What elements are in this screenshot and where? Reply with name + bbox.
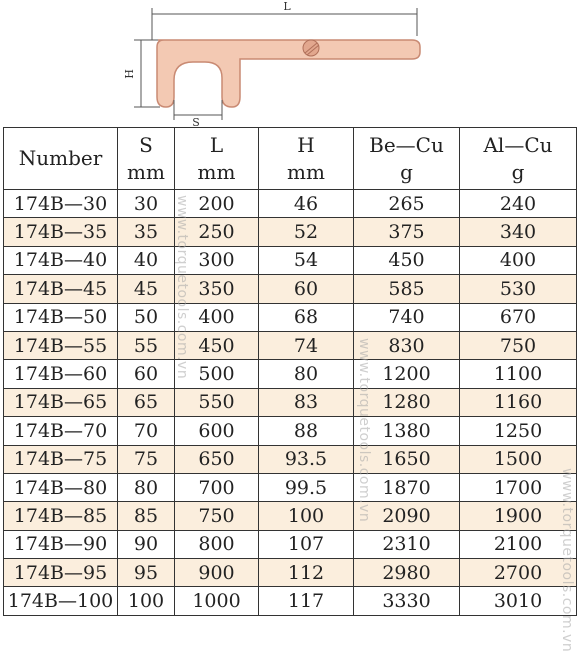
table-cell: 174B—70 — [4, 417, 118, 445]
table-cell: 2980 — [354, 559, 460, 587]
table-cell: 174B—60 — [4, 360, 118, 388]
table-cell: 174B—65 — [4, 388, 118, 416]
table-cell: 3010 — [460, 587, 577, 615]
table-cell: 500 — [175, 360, 259, 388]
table-cell: 75 — [118, 445, 175, 473]
table-cell: 90 — [118, 530, 175, 558]
header-s: S mm — [118, 128, 175, 190]
table-cell: 650 — [175, 445, 259, 473]
table-row — [4, 530, 577, 558]
table-cell: 95 — [118, 559, 175, 587]
table-cell: 340 — [460, 218, 577, 246]
table-cell: 530 — [460, 275, 577, 303]
table-row — [4, 275, 577, 303]
wrench-diagram — [0, 0, 577, 128]
table-cell: 80 — [118, 473, 175, 501]
table-cell: 1500 — [460, 445, 577, 473]
table-cell: 1900 — [460, 502, 577, 530]
table-row — [4, 502, 577, 530]
table-cell: 3330 — [354, 587, 460, 615]
table-cell: 400 — [175, 303, 259, 331]
table-cell: 50 — [118, 303, 175, 331]
table-cell: 174B—85 — [4, 502, 118, 530]
table-cell: 40 — [118, 246, 175, 274]
table-row — [4, 388, 577, 416]
spec-table — [3, 127, 577, 616]
table-cell: 1650 — [354, 445, 460, 473]
table-cell: 174B—90 — [4, 530, 118, 558]
table-cell: 174B—95 — [4, 559, 118, 587]
table-cell: 1380 — [354, 417, 460, 445]
table-cell: 83 — [259, 388, 354, 416]
table-row — [4, 473, 577, 501]
table-cell: 117 — [259, 587, 354, 615]
table-cell: 112 — [259, 559, 354, 587]
table-cell: 100 — [259, 502, 354, 530]
table-cell: 700 — [175, 473, 259, 501]
table-cell: 70 — [118, 417, 175, 445]
table-cell: 60 — [259, 275, 354, 303]
table-cell: 60 — [118, 360, 175, 388]
table-cell: 80 — [259, 360, 354, 388]
table-cell: 174B—40 — [4, 246, 118, 274]
table-cell: 450 — [354, 246, 460, 274]
table-cell: 670 — [460, 303, 577, 331]
table-cell: 750 — [460, 331, 577, 359]
table-cell: 74 — [259, 331, 354, 359]
table-cell: 100 — [118, 587, 175, 615]
table-cell: 35 — [118, 218, 175, 246]
table-cell: 174B—50 — [4, 303, 118, 331]
table-cell: 1200 — [354, 360, 460, 388]
table-cell: 750 — [175, 502, 259, 530]
span-label: S — [192, 116, 200, 128]
table-cell: 174B—100 — [4, 587, 118, 615]
header-row — [4, 128, 577, 190]
header-number: Number — [4, 128, 118, 190]
table-cell: 200 — [175, 190, 259, 218]
table-row — [4, 331, 577, 359]
table-cell: 174B—80 — [4, 473, 118, 501]
table-cell: 1280 — [354, 388, 460, 416]
table-cell: 240 — [460, 190, 577, 218]
watermark: www.torquetools.com.vn — [356, 338, 372, 523]
table-cell: 550 — [175, 388, 259, 416]
table-cell: 1100 — [460, 360, 577, 388]
table-cell: 107 — [259, 530, 354, 558]
header-l: L mm — [175, 128, 259, 190]
table-cell: 55 — [118, 331, 175, 359]
table-row — [4, 445, 577, 473]
header-h: H mm — [259, 128, 354, 190]
table-cell: 1160 — [460, 388, 577, 416]
table-cell: 1000 — [175, 587, 259, 615]
table-cell: 174B—45 — [4, 275, 118, 303]
wrench-body — [157, 40, 420, 107]
table-cell: 375 — [354, 218, 460, 246]
table-cell: 265 — [354, 190, 460, 218]
table-cell: 45 — [118, 275, 175, 303]
table-cell: 600 — [175, 417, 259, 445]
table-row — [4, 360, 577, 388]
header-be-cu: Be—Cu g — [354, 128, 460, 190]
table-cell: 52 — [259, 218, 354, 246]
watermark: www.torquetools.com.vn — [559, 468, 575, 652]
table-row — [4, 246, 577, 274]
table-cell: 1870 — [354, 473, 460, 501]
table-cell: 830 — [354, 331, 460, 359]
watermark: www.torquetools.com.vn — [174, 195, 190, 380]
table-cell: 68 — [259, 303, 354, 331]
table-cell: 300 — [175, 246, 259, 274]
table-cell: 174B—75 — [4, 445, 118, 473]
table-cell: 88 — [259, 417, 354, 445]
table-cell: 1700 — [460, 473, 577, 501]
table-cell: 1250 — [460, 417, 577, 445]
table-cell: 350 — [175, 275, 259, 303]
table-cell: 174B—55 — [4, 331, 118, 359]
table-cell: 800 — [175, 530, 259, 558]
table-row — [4, 303, 577, 331]
table-cell: 65 — [118, 388, 175, 416]
table-cell: 450 — [175, 331, 259, 359]
table-cell: 400 — [460, 246, 577, 274]
table-cell: 250 — [175, 218, 259, 246]
length-label: L — [283, 0, 291, 13]
table-row — [4, 587, 577, 615]
table-cell: 174B—35 — [4, 218, 118, 246]
table-cell: 30 — [118, 190, 175, 218]
table-cell: 2100 — [460, 530, 577, 558]
table-cell: 585 — [354, 275, 460, 303]
header-al-cu: Al—Cu g — [460, 128, 577, 190]
height-label: H — [123, 69, 136, 79]
table-cell: 2700 — [460, 559, 577, 587]
table-row — [4, 559, 577, 587]
table-row — [4, 417, 577, 445]
table-cell: 740 — [354, 303, 460, 331]
table-cell: 46 — [259, 190, 354, 218]
table-cell: 85 — [118, 502, 175, 530]
table-row — [4, 218, 577, 246]
table-cell: 2310 — [354, 530, 460, 558]
table-cell: 93.5 — [259, 445, 354, 473]
table-row — [4, 190, 577, 218]
table-cell: 900 — [175, 559, 259, 587]
table-cell: 2090 — [354, 502, 460, 530]
table-cell: 174B—30 — [4, 190, 118, 218]
table-cell: 99.5 — [259, 473, 354, 501]
table-cell: 54 — [259, 246, 354, 274]
